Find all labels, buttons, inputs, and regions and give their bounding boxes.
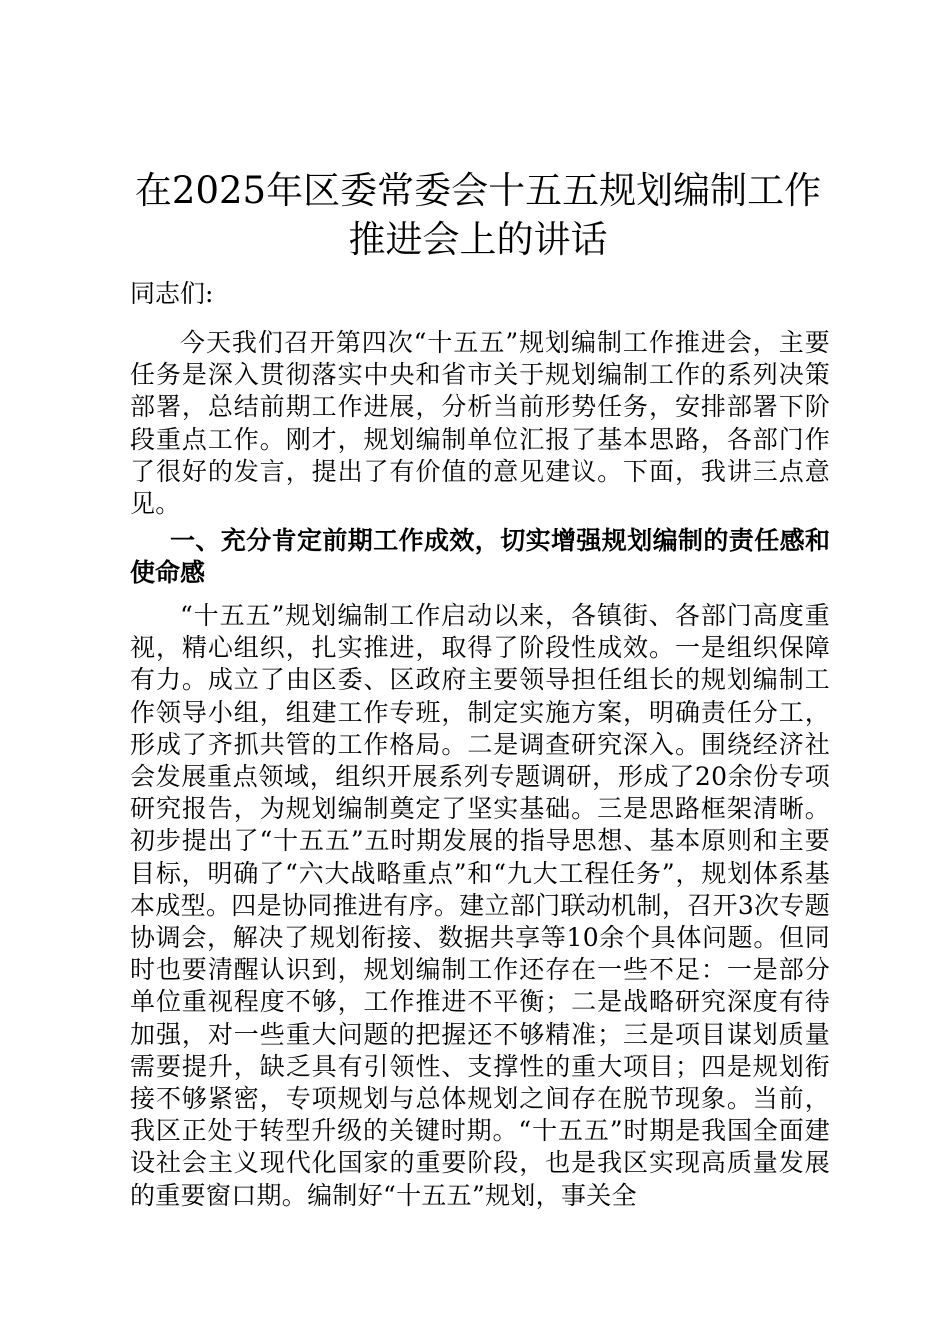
section-paragraph: “十五五”规划编制工作启动以来，各镇街、各部门高度重视，精心组织，扎实推进，取得了阶段性成效。一是组织保障有力。成立了由区委、区政府主要领导担任组长的规划编制工作领导小组，组建工作专班，制定实施方案，明确责任分工，形成了齐抓共管的工作格局。二是调查研究深入。围绕经济社会发展重点领域，组织开展系列专题调研，形成了20余份专项研究报告，为规划编制奠定了坚实基础。三是思路框架清晰。初步提出了“十五五”五时期发展的指导思想、基本原则和主要目标，明确了“六大战略重点”和“九大工程任务”，规划体系基本成型。四是协同推进有序。建立部门联动机制，召开3次专题协调会，解决了规划衔接、数据共享等10余个具体问题。但同时也要清醒认识到，规划编制工作还存在一些不足：一是部分单位重视程度不够，工作推进不平衡；二是战略研究深度有待加强，对一些重大问题的把握还不够精准；三是项目谋划质量需要提升，缺乏具有引领性、支撑性的重大项目；四是规划衔接不够紧密，专项规划与总体规划之间存在脱节现象。当前，我区正处于转型升级的关键时期。“十五五”时期是我国全面建设社会主义现代化国家的重要阶段，也是我区实现高质量发展的重要窗口期。编制好“十五五”规划，事关全 [130,601,830,1210]
section-heading: 一、充分肯定前期工作成效，切实增强规划编制的责任感和使命感 [130,526,830,587]
salutation: 同志们: [130,279,214,308]
opening-paragraph: 今天我们召开第四次“十五五”规划编制工作推进会，主要任务是深入贯彻落实中央和省市关于规划编制工作的系列决策部署，总结前期工作进展，分析当前形势任务，安排部署下阶段重点工作。刚才，规划编制单位汇报了基本思路，各部门作了很好的发言，提出了有价值的意见建议。下面，我讲三点意见。 [130,328,830,519]
document-title: 在2025年区委常委会十五五规划编制工作推进会上的讲话 [134,169,822,261]
